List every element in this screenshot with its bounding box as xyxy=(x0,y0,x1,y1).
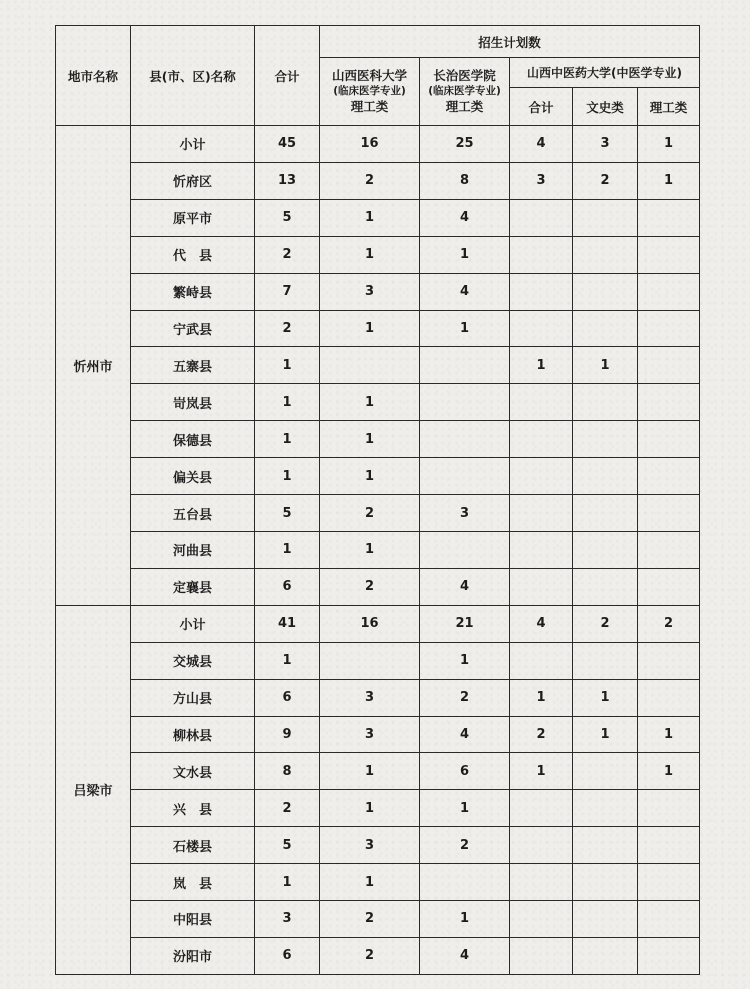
table-row xyxy=(56,199,700,236)
table-row xyxy=(56,790,700,827)
total-cell: 2 xyxy=(255,310,320,347)
header-county: 县(市、区)名称 xyxy=(131,26,255,126)
uni3-total-cell: 1 xyxy=(510,679,573,716)
uni3-science-cell xyxy=(638,679,700,716)
header-uni1 xyxy=(320,58,420,126)
uni1-cell: 1 xyxy=(320,864,420,901)
total-cell: 5 xyxy=(255,827,320,864)
total-cell: 13 xyxy=(255,162,320,199)
uni2-cell: 21 xyxy=(420,605,510,642)
table-row xyxy=(56,753,700,790)
uni3-total-cell xyxy=(510,458,573,495)
uni3-science-cell xyxy=(638,421,700,458)
uni1-cell: 1 xyxy=(320,421,420,458)
uni3-total-cell xyxy=(510,531,573,568)
header-uni3-name: 山西中医药大学(中医学专业) xyxy=(510,58,700,88)
table-row xyxy=(56,495,700,532)
city-cell: 忻州市 xyxy=(56,126,131,606)
total-cell: 5 xyxy=(255,495,320,532)
county-cell: 中阳县 xyxy=(131,901,255,938)
uni1-cell: 1 xyxy=(320,753,420,790)
uni3-total-cell: 4 xyxy=(510,605,573,642)
uni2-cell: 1 xyxy=(420,236,510,273)
uni3-total-cell xyxy=(510,236,573,273)
table-body xyxy=(56,126,700,975)
uni1-cell: 1 xyxy=(320,384,420,421)
uni3-arts-cell xyxy=(573,901,638,938)
uni3-science-cell: 2 xyxy=(638,605,700,642)
city-cell: 吕梁市 xyxy=(56,605,131,974)
uni3-arts-cell xyxy=(573,790,638,827)
uni1-cell: 1 xyxy=(320,236,420,273)
total-cell: 2 xyxy=(255,790,320,827)
uni3-science-cell: 1 xyxy=(638,126,700,163)
county-cell: 柳林县 xyxy=(131,716,255,753)
total-cell: 6 xyxy=(255,937,320,974)
uni2-cell: 1 xyxy=(420,901,510,938)
county-cell: 保德县 xyxy=(131,421,255,458)
uni2-cell: 1 xyxy=(420,310,510,347)
uni2-cell: 8 xyxy=(420,162,510,199)
county-cell: 代 县 xyxy=(131,236,255,273)
uni3-science-cell xyxy=(638,495,700,532)
uni2-cell xyxy=(420,421,510,458)
county-cell: 兴 县 xyxy=(131,790,255,827)
uni3-science-cell xyxy=(638,310,700,347)
uni3-arts-cell xyxy=(573,827,638,864)
county-cell: 忻府区 xyxy=(131,162,255,199)
uni3-total-cell xyxy=(510,864,573,901)
uni3-arts-cell: 3 xyxy=(573,126,638,163)
uni2-cell: 4 xyxy=(420,273,510,310)
uni2-cell: 25 xyxy=(420,126,510,163)
header-uni2-category: 理工类 xyxy=(445,98,484,114)
total-cell: 45 xyxy=(255,126,320,163)
uni3-total-cell xyxy=(510,901,573,938)
uni2-cell: 4 xyxy=(420,568,510,605)
table-row xyxy=(56,568,700,605)
table-header xyxy=(56,26,700,126)
uni3-arts-cell: 1 xyxy=(573,679,638,716)
uni2-cell: 4 xyxy=(420,716,510,753)
uni3-arts-cell xyxy=(573,384,638,421)
uni1-cell: 3 xyxy=(320,679,420,716)
uni3-total-cell xyxy=(510,495,573,532)
uni3-arts-cell xyxy=(573,236,638,273)
uni1-cell: 2 xyxy=(320,901,420,938)
uni1-cell: 3 xyxy=(320,827,420,864)
header-uni3-arts: 文史类 xyxy=(573,88,638,126)
uni1-cell: 2 xyxy=(320,568,420,605)
uni3-total-cell xyxy=(510,827,573,864)
uni3-total-cell xyxy=(510,199,573,236)
enrollment-plan-table xyxy=(55,25,700,975)
uni3-arts-cell xyxy=(573,568,638,605)
uni3-total-cell xyxy=(510,421,573,458)
uni3-science-cell xyxy=(638,199,700,236)
header-uni3-science: 理工类 xyxy=(638,88,700,126)
county-cell: 小计 xyxy=(131,605,255,642)
uni3-arts-cell xyxy=(573,864,638,901)
uni3-science-cell xyxy=(638,347,700,384)
uni3-arts-cell xyxy=(573,642,638,679)
uni1-cell: 2 xyxy=(320,495,420,532)
uni1-cell xyxy=(320,642,420,679)
county-cell: 偏关县 xyxy=(131,458,255,495)
county-cell: 交城县 xyxy=(131,642,255,679)
uni3-science-cell xyxy=(638,273,700,310)
uni3-science-cell: 1 xyxy=(638,753,700,790)
county-cell: 汾阳市 xyxy=(131,937,255,974)
county-cell: 岢岚县 xyxy=(131,384,255,421)
uni3-science-cell xyxy=(638,827,700,864)
total-cell: 1 xyxy=(255,347,320,384)
uni3-total-cell: 4 xyxy=(510,126,573,163)
uni3-arts-cell: 2 xyxy=(573,605,638,642)
uni1-cell: 1 xyxy=(320,458,420,495)
total-cell: 7 xyxy=(255,273,320,310)
uni3-science-cell xyxy=(638,864,700,901)
uni3-science-cell: 1 xyxy=(638,716,700,753)
uni1-cell: 1 xyxy=(320,310,420,347)
total-cell: 2 xyxy=(255,236,320,273)
uni3-total-cell xyxy=(510,937,573,974)
uni3-arts-cell xyxy=(573,937,638,974)
county-cell: 宁武县 xyxy=(131,310,255,347)
uni2-cell: 2 xyxy=(420,679,510,716)
uni3-total-cell: 1 xyxy=(510,347,573,384)
uni3-total-cell xyxy=(510,790,573,827)
uni1-cell: 16 xyxy=(320,605,420,642)
county-cell: 河曲县 xyxy=(131,531,255,568)
table-row xyxy=(56,310,700,347)
county-cell: 五台县 xyxy=(131,495,255,532)
uni3-science-cell xyxy=(638,790,700,827)
table-row xyxy=(56,642,700,679)
uni3-arts-cell xyxy=(573,495,638,532)
uni3-science-cell xyxy=(638,384,700,421)
county-cell: 石楼县 xyxy=(131,827,255,864)
uni3-science-cell xyxy=(638,568,700,605)
uni3-science-cell xyxy=(638,937,700,974)
uni3-arts-cell xyxy=(573,199,638,236)
uni3-arts-cell: 1 xyxy=(573,347,638,384)
table-row xyxy=(56,458,700,495)
uni1-cell: 1 xyxy=(320,790,420,827)
uni1-cell: 1 xyxy=(320,531,420,568)
uni3-total-cell xyxy=(510,642,573,679)
table-row xyxy=(56,236,700,273)
uni2-cell xyxy=(420,864,510,901)
header-uni3-total: 合计 xyxy=(510,88,573,126)
uni3-total-cell xyxy=(510,273,573,310)
header-uni1-name: 山西医科大学 xyxy=(331,67,407,83)
total-cell: 41 xyxy=(255,605,320,642)
uni3-total-cell: 3 xyxy=(510,162,573,199)
uni3-science-cell xyxy=(638,458,700,495)
uni3-total-cell: 1 xyxy=(510,753,573,790)
uni2-cell: 3 xyxy=(420,495,510,532)
uni2-cell: 4 xyxy=(420,199,510,236)
total-cell: 1 xyxy=(255,642,320,679)
total-cell: 6 xyxy=(255,568,320,605)
table-row xyxy=(56,347,700,384)
table-row xyxy=(56,679,700,716)
table-row xyxy=(56,531,700,568)
table-row xyxy=(56,937,700,974)
county-cell: 小计 xyxy=(131,126,255,163)
uni3-total-cell xyxy=(510,568,573,605)
uni3-arts-cell xyxy=(573,273,638,310)
uni3-arts-cell xyxy=(573,531,638,568)
total-cell: 6 xyxy=(255,679,320,716)
total-cell: 1 xyxy=(255,384,320,421)
county-cell: 繁峙县 xyxy=(131,273,255,310)
table-row xyxy=(56,384,700,421)
table-row xyxy=(56,273,700,310)
county-cell: 定襄县 xyxy=(131,568,255,605)
total-cell: 1 xyxy=(255,458,320,495)
uni3-arts-cell: 2 xyxy=(573,162,638,199)
uni2-cell: 6 xyxy=(420,753,510,790)
county-cell: 五寨县 xyxy=(131,347,255,384)
uni1-cell xyxy=(320,347,420,384)
uni3-total-cell xyxy=(510,384,573,421)
uni3-science-cell xyxy=(638,531,700,568)
uni2-cell xyxy=(420,384,510,421)
header-uni1-category: 理工类 xyxy=(350,98,389,114)
header-uni2-name: 长治医学院 xyxy=(433,67,496,83)
total-cell: 1 xyxy=(255,864,320,901)
uni3-science-cell xyxy=(638,642,700,679)
uni1-cell: 1 xyxy=(320,199,420,236)
table-row xyxy=(56,421,700,458)
table-row xyxy=(56,162,700,199)
uni2-cell: 1 xyxy=(420,790,510,827)
uni3-arts-cell xyxy=(573,753,638,790)
county-cell: 岚 县 xyxy=(131,864,255,901)
table-row xyxy=(56,126,700,163)
uni3-arts-cell xyxy=(573,421,638,458)
total-cell: 1 xyxy=(255,421,320,458)
uni3-science-cell xyxy=(638,236,700,273)
header-city: 地市名称 xyxy=(56,26,131,126)
total-cell: 3 xyxy=(255,901,320,938)
total-cell: 8 xyxy=(255,753,320,790)
header-total: 合计 xyxy=(255,26,320,126)
header-uni1-major: (临床医学专业) xyxy=(333,84,406,97)
uni1-cell: 2 xyxy=(320,937,420,974)
uni3-arts-cell: 1 xyxy=(573,716,638,753)
uni3-arts-cell xyxy=(573,458,638,495)
uni1-cell: 3 xyxy=(320,716,420,753)
header-plan: 招生计划数 xyxy=(320,26,700,58)
header-uni2-major: (临床医学专业) xyxy=(428,84,501,97)
uni2-cell: 1 xyxy=(420,642,510,679)
table-row xyxy=(56,864,700,901)
uni2-cell: 2 xyxy=(420,827,510,864)
uni2-cell xyxy=(420,347,510,384)
table-row xyxy=(56,901,700,938)
table-row xyxy=(56,716,700,753)
uni1-cell: 2 xyxy=(320,162,420,199)
uni2-cell: 4 xyxy=(420,937,510,974)
uni3-science-cell: 1 xyxy=(638,162,700,199)
county-cell: 原平市 xyxy=(131,199,255,236)
uni3-arts-cell xyxy=(573,310,638,347)
table-row xyxy=(56,605,700,642)
uni3-total-cell: 2 xyxy=(510,716,573,753)
total-cell: 9 xyxy=(255,716,320,753)
uni3-science-cell xyxy=(638,901,700,938)
total-cell: 1 xyxy=(255,531,320,568)
total-cell: 5 xyxy=(255,199,320,236)
header-uni2 xyxy=(420,58,510,126)
county-cell: 文水县 xyxy=(131,753,255,790)
uni2-cell xyxy=(420,458,510,495)
county-cell: 方山县 xyxy=(131,679,255,716)
uni1-cell: 3 xyxy=(320,273,420,310)
uni2-cell xyxy=(420,531,510,568)
table-row xyxy=(56,827,700,864)
uni3-total-cell xyxy=(510,310,573,347)
uni1-cell: 16 xyxy=(320,126,420,163)
